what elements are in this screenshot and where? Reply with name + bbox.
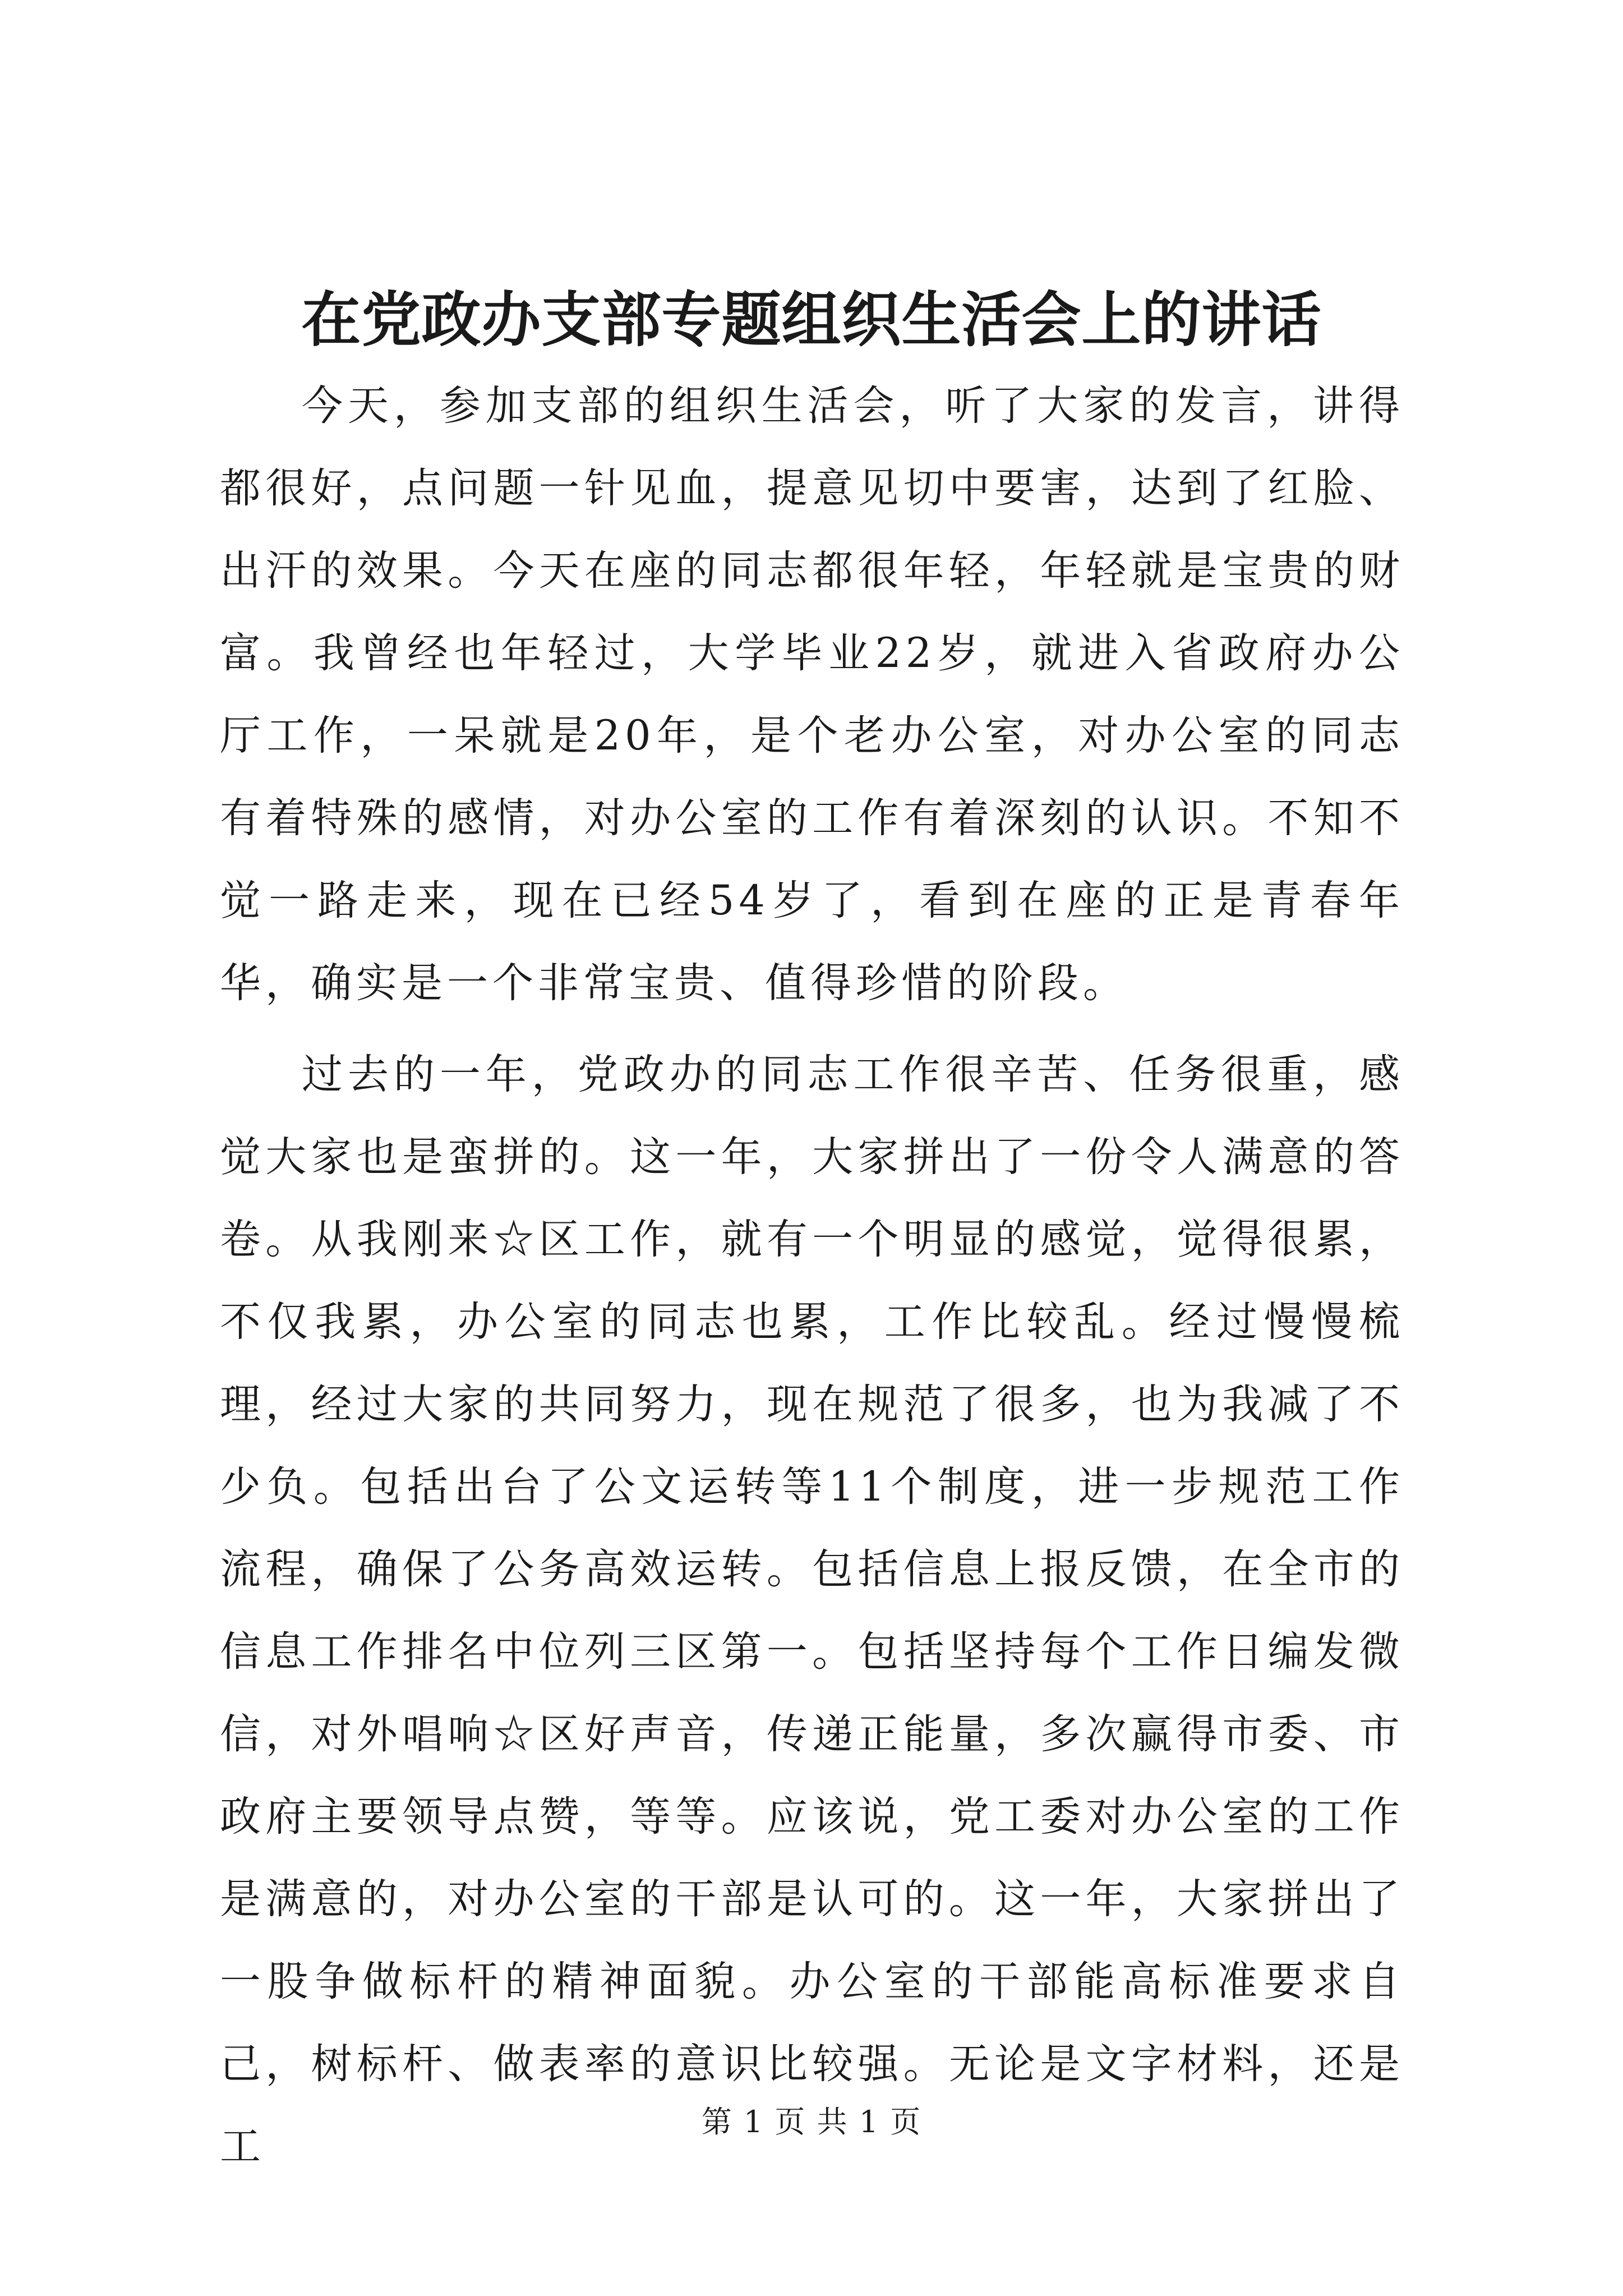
body-paragraph-1: 今天，参加支部的组织生活会，听了大家的发言，讲得都很好，点问题一针见血，提意见切中要害，达到了红脸、出汗的效果。今天在座的同志都很年轻，年轻就是宝贵的财富。我曾经也年轻过，大学毕业22岁，就进入省政府办公厅工作，一呆就是20年，是个老办公室，对办公室的同志有着特殊的感情，对办公室的工作有着深刻的认识。不知不觉一路走来，现在已经54岁了，看到在座的正是青春年华，确实是一个非常宝贵、值得珍惜的阶段。 [220,382,1404,1007]
document-title: 在党政办支部专题组织生活会上的讲话 [301,284,1322,355]
body-paragraph-2: 过去的一年，党政办的同志工作很辛苦、任务很重，感觉大家也是蛮拼的。这一年，大家拼出了一份令人满意的答卷。从我刚来☆区工作，就有一个明显的感觉，觉得很累，不仅我累，办公室的同志也累，工作比较乱。经过慢慢梳理，经过大家的共同努力，现在规范了很多，也为我减了不少负。包括出台了公文运转等11个制度，进一步规范工作流程，确保了公务高效运转。包括信息上报反馈，在全市的信息工作排名中位列三区第一。包括坚持每个工作日编发微信，对外唱响☆区好声音，传递正能量，多次赢得市委、市政府主要领导点赞，等等。应该说，党工委对办公室的工作是满意的，对办公室的干部是认可的。这一年，大家拼出了一股争做标杆的精神面貌。办公室的干部能高标准要求自己，树标杆、做表率的意识比较强。无论是文字材料，还是工 [220,1051,1404,2170]
page-number-footer: 第 1 页 共 1 页 [701,2104,922,2139]
document-body [220,365,1404,2197]
